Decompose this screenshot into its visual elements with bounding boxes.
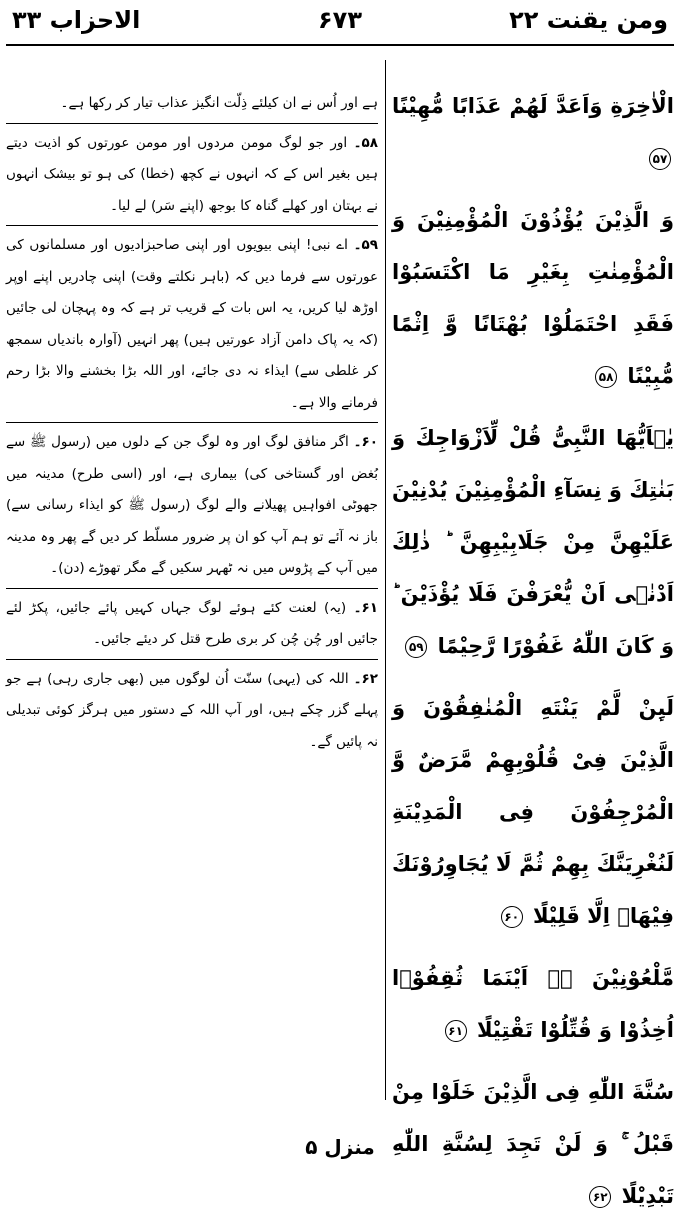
translation-column [6,88,378,1108]
arabic-verse-58 [392,194,674,402]
translation-59 [6,230,378,423]
translation-61 [6,593,378,660]
page-header [0,0,680,44]
page-number: ۶۷۳ [318,6,362,34]
arabic-verse-60 [392,682,674,942]
arabic-verse-59 [392,412,674,672]
translation-62 [6,664,378,762]
translation-verse-number: ۵۹۔ [353,237,378,253]
column-divider [385,60,386,1100]
translation-continuation-57 [6,88,378,124]
header-divider [6,44,674,46]
surah-title: الاحزاب ۳۳ [12,6,141,34]
translation-text: (یہ) لعنت کئے ہوئے لوگ جہاں کہیں پائے جائیں، پکڑ لئے جائیں اور چُن چُن کر بری طرح قتل کر دیئے جائیں۔ [6,599,378,647]
arabic-verse-text: لَىِٕنْ لَّمْ یَنْتَهِ الْمُنٰفِقُوْنَ وَ الَّذِیْنَ فِیْ قُلُوْبِهِمْ مَّرَضٌ وَّ الْمُرْجِفُوْنَ فِی الْمَدِیْنَةِ لَنُغْرِیَنَّكَ بِهِمْ ثُمَّ لَا یُجَاوِرُوْنَكَ فِیْهَاۤ اِلَّا قَلِیْلًا [392,696,674,928]
arabic-verse-text: وَ الَّذِیْنَ یُؤْذُوْنَ الْمُؤْمِنِیْنَ وَ الْمُؤْمِنٰتِ بِغَیْرِ مَا اكْتَسَبُوْا فَقَدِ احْتَمَلُوْا بُهْتَانًا وَّ اِثْمًا مُّبِیْنًا [392,208,674,388]
ayah-number-marker: ۶۰ [501,906,523,928]
arabic-verse-text: سُنَّةَ اللّٰهِ فِی الَّذِیْنَ خَلَوْا مِنْ قَبْلُ ۚ وَ لَنْ تَجِدَ لِسُنَّةِ اللّٰهِ تَبْدِیْلًا [392,1080,674,1208]
translation-text: اللہ کی (یہی) سنّت اُن لوگوں میں (بھی جاری رہی) ہے جو پہلے گزر چکے ہیں، اور آپ اللہ کے دستور میں ہرگز کوئی تبدیلی نہ پائیں گے۔ [6,670,378,750]
translation-text: ہے اور اُس نے ان کیلئے ذِلّت انگیز عذاب تیار کر رکھا ہے۔ [60,95,378,111]
translation-text: اے نبی! اپنی بیویوں اور اپنی صاحبزادیوں اور مسلمانوں کی عورتوں سے فرما دیں کہ (باہر نکلتے وقت) اپنی چادریں اپنے اوپر اوڑھ لیا کریں، یہ اس بات کے قریب تر ہے کہ وہ پہچان لی جائیں (کہ یہ پاک دامن آزاد عورتیں ہیں) پھر انہیں (آوارہ باندیاں سمجھ کر غلطی سے) ایذاء نہ دی جائے، اور اللہ بڑا بخشنے والا بڑا رحم فرمانے والا ہے۔ [6,237,378,411]
translation-verse-number: ۵۸۔ [353,134,379,151]
manzil-footer: منزل ۵ [305,1135,375,1159]
translation-60 [6,427,378,589]
translation-verse-number: ۶۲۔ [353,670,378,687]
juz-title: ومن یقنت ۲۲ [509,6,668,34]
translation-verse-number: ۶۱۔ [353,599,378,616]
arabic-verse-text: یٰۤاَیُّهَا النَّبِیُّ قُلْ لِّاَزْوَاجِكَ وَ بَنٰتِكَ وَ نِسَآءِ الْمُؤْمِنِیْنَ یُدْنِیْنَ عَلَیْهِنَّ مِنْ جَلَابِیْبِهِنَّ ؕ ذٰلِكَ اَدْنٰۤى اَنْ یُّعْرَفْنَ فَلَا یُؤْذَیْنَ ؕ وَ كَانَ اللّٰهُ غَفُوْرًا رَّحِیْمًا [392,426,674,658]
translation-verse-number: ۶۰۔ [353,434,378,450]
arabic-verse-text: مَّلْعُوْنِیْنَ ۛۚ اَیْنَمَا ثُقِفُوْۤا اُخِذُوْا وَ قُتِّلُوْا تَقْتِیْلًا [392,966,674,1042]
translation-58 [6,128,378,227]
ayah-number-marker: ۵۸ [595,366,617,388]
ayah-number-marker: ۵۹ [405,636,427,658]
ayah-number-marker: ۶۲ [589,1186,611,1208]
ayah-number-marker: ۵۷ [649,148,671,170]
translation-text: اور جو لوگ مومن مردوں اور مومن عورتوں کو اذیت دیتے ہیں بغیر اس کے کہ انہوں نے کچھ (خطا) کی ہو تو بیشک انہوں نے بہتان اور کھلے گناہ کا بوجھ (اپنے سَر) لے لیا۔ [6,134,378,214]
arabic-verse-57 [392,80,674,184]
arabic-text-column [392,80,674,1208]
arabic-verse-text: الْاٰخِرَةِ وَاَعَدَّ لَهُمْ عَذَابًا مُّهِیْنًا [392,94,674,118]
ayah-number-marker: ۶۱ [445,1020,467,1042]
translation-text: اگر منافق لوگ اور وہ لوگ جن کے دلوں میں (رسول ﷺ سے بُغض اور گستاخی کی) بیماری ہے، اور (اسی طرح) مدینہ میں جھوٹی افواہیں پھیلانے والے لوگ (رسول ﷺ کو ایذاء رسانی سے) باز نہ آئے تو ہم آپ کو ان پر ضرور مسلّط کر دیں گے پھر وہ مدینہ میں آپ کے پڑوس میں نہ ٹھہر سکیں گے مگر تھوڑے (دن)۔ [6,434,378,576]
arabic-verse-61 [392,952,674,1056]
